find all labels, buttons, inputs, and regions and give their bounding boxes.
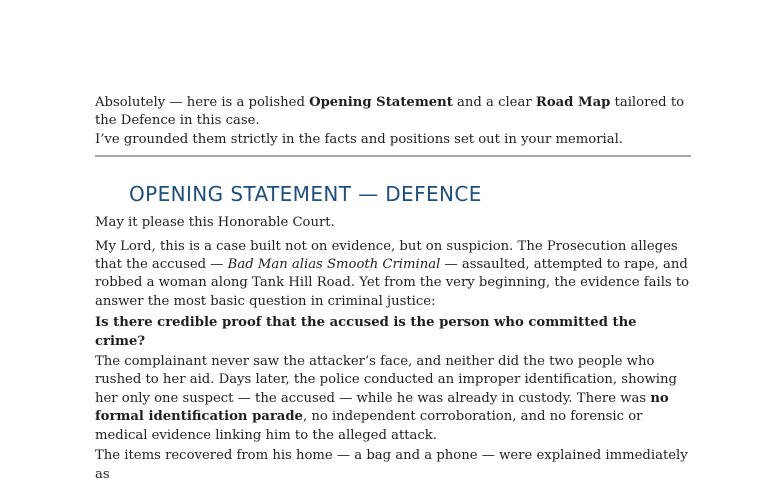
complainant-paragraph xyxy=(95,353,691,445)
intro-line-1 xyxy=(95,94,691,131)
suspicion-paragraph xyxy=(95,238,691,312)
intro-line-2: I’ve grounded them strictly in the facts and positions set out in your memorial. xyxy=(95,131,623,147)
identification-parade-emphasis: no formal identification parade xyxy=(95,390,669,425)
paragraph-text: The complainant never saw the attacker’s face, and neither did the two people who rushed to her aid. Days later, the police conducted an improper identification, showing her only one suspect — the accused — while he was already in custody. There was xyxy=(95,354,677,406)
paragraph-text: — assaulted, attempted to rape, and robbed a woman along Tank Hill Road. Yet from the very beginning, the evidence fails to answer the most basic question in criminal justice: xyxy=(95,257,690,309)
road-map-emphasis: Road Map xyxy=(535,95,611,110)
paragraph-text: My Lord, this is a case built not on evidence, but on suspicion. The Prosecution alleges that the accused — xyxy=(95,238,678,273)
intro-text: Absolutely — here is a polished xyxy=(95,95,310,110)
document-content xyxy=(95,94,691,484)
horizontal-divider xyxy=(95,155,691,157)
accused-name: Bad Man alias Smooth Criminal xyxy=(227,257,441,273)
paragraph-text: , no independent corroboration, and no forensic or medical evidence linking him to the alleged attack. xyxy=(95,409,643,443)
intro-text: tailored to the Defence in this case. xyxy=(95,95,685,129)
items-paragraph: The items recovered from his home — a bag and a phone — were explained immediately as xyxy=(95,448,688,482)
opening-statement-emphasis: Opening Statement xyxy=(309,95,453,110)
intro-paragraph xyxy=(95,94,691,149)
opening-address: May it please this Honorable Court. xyxy=(95,215,335,231)
section-heading: OPENING STATEMENT — DEFENCE xyxy=(129,182,482,207)
intro-text: and a clear xyxy=(452,95,536,110)
key-question: Is there credible proof that the accused is the person who committed the crime? xyxy=(95,315,637,349)
